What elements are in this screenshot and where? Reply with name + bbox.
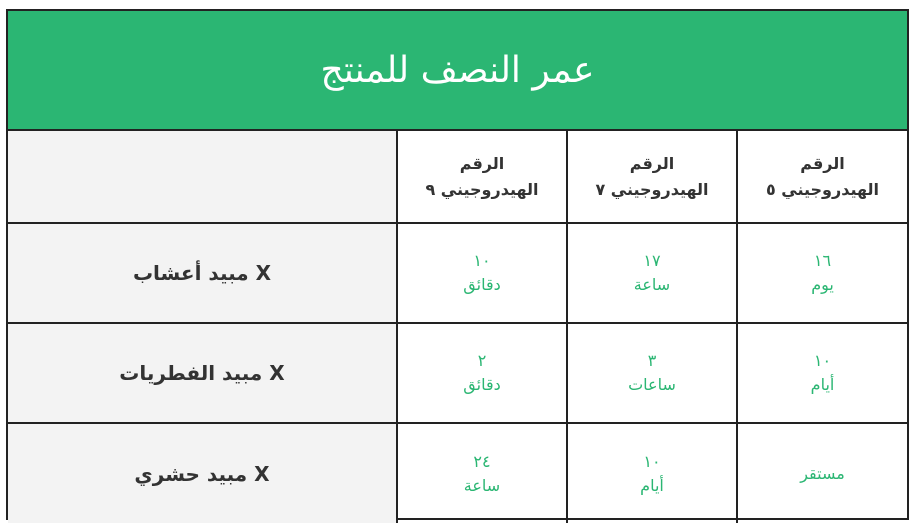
cell-value: ١٠ <box>643 451 661 471</box>
table-row-insecticide <box>8 423 907 523</box>
cell-value: ٣ <box>647 351 657 370</box>
half-life-table <box>8 131 907 523</box>
table-row-herbicide <box>8 223 907 323</box>
header-ph9 <box>397 131 567 223</box>
cell-unit: دقائق <box>463 275 501 294</box>
header-ph9-line2: الهيدروجيني ٩ <box>425 179 539 199</box>
cell-value: ١٧ <box>643 251 661 270</box>
cell-value: ٢ <box>477 351 487 370</box>
cell-fungicide-ph9 <box>397 323 567 423</box>
header-ph7-line2: الهيدروجيني ٧ <box>595 179 709 199</box>
cell-insecticide-ph9 <box>397 423 567 523</box>
cell-unit: أيام <box>810 375 835 394</box>
cell-insecticide-ph5 <box>737 423 907 523</box>
cell-unit: يوم <box>811 275 834 294</box>
cell-value: ١٠ <box>473 251 491 270</box>
row-label-herbicide: X مبيد أعشاب <box>8 223 397 323</box>
row-label-insecticide: X مبيد حشري <box>8 423 397 523</box>
cell-unit: أيام <box>640 475 664 495</box>
cell-herbicide-ph5 <box>737 223 907 323</box>
header-ph5-line2: الهيدروجيني ٥ <box>765 179 880 199</box>
cell-value: ١٦ <box>813 251 832 270</box>
table-title: عمر النصف للمنتج <box>8 11 907 131</box>
cell-unit: ساعة <box>463 475 501 495</box>
header-ph7 <box>567 131 737 223</box>
table-row-fungicide <box>8 323 907 423</box>
cell-herbicide-ph7 <box>567 223 737 323</box>
cell-fungicide-ph5 <box>737 323 907 423</box>
cell-unit: ساعات <box>628 375 676 394</box>
cell-unit: ساعة <box>633 275 671 294</box>
half-life-table-frame <box>6 9 909 520</box>
cell-value: ٢٤ <box>473 451 491 471</box>
cell-value: مستقر <box>800 463 845 483</box>
cell-insecticide-ph7 <box>567 423 737 523</box>
cell-value: ١٠ <box>813 351 832 370</box>
header-ph9-line1: الرقم <box>459 153 505 173</box>
header-row <box>8 131 907 223</box>
cell-fungicide-ph7 <box>567 323 737 423</box>
cell-unit: دقائق <box>463 375 501 394</box>
cell-herbicide-ph9 <box>397 223 567 323</box>
header-ph7-line1: الرقم <box>629 153 675 173</box>
header-ph5-line1: الرقم <box>800 153 845 173</box>
header-ph5 <box>737 131 907 223</box>
row-label-fungicide: X مبيد الفطريات <box>8 323 397 423</box>
header-blank-cell <box>8 131 397 223</box>
